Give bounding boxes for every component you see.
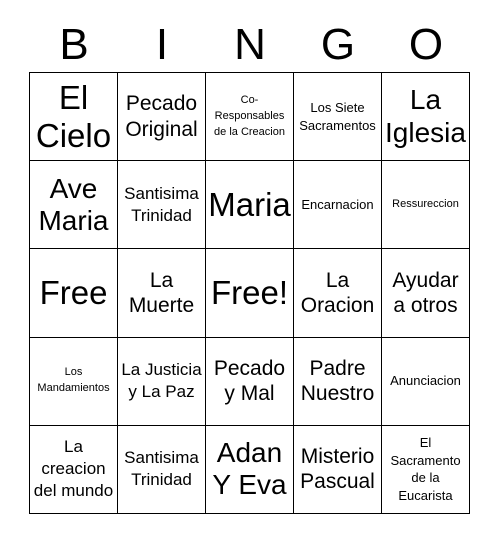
- header-letter-n: N: [234, 20, 266, 69]
- bingo-cell[interactable]: La Muerte: [118, 249, 206, 337]
- bingo-cell[interactable]: Ave Maria: [30, 161, 118, 249]
- header-letter-o: O: [408, 20, 444, 69]
- bingo-cell[interactable]: La Iglesia: [382, 73, 470, 161]
- bingo-cell[interactable]: Padre Nuestro: [294, 338, 382, 426]
- bingo-cell[interactable]: Santisima Trinidad: [118, 161, 206, 249]
- header-letter-g: G: [320, 20, 356, 69]
- bingo-cell[interactable]: Los Mandamientos: [30, 338, 118, 426]
- bingo-cell[interactable]: Co-Responsables de la Creacion: [206, 73, 294, 161]
- bingo-cell[interactable]: La creacion del mundo: [30, 426, 118, 514]
- bingo-cell[interactable]: Adan Y Eva: [206, 426, 294, 514]
- bingo-cell[interactable]: Misterio Pascual: [294, 426, 382, 514]
- bingo-cell[interactable]: Santisima Trinidad: [118, 426, 206, 514]
- bingo-cell[interactable]: Los Siete Sacramentos: [294, 73, 382, 161]
- bingo-cell[interactable]: Anunciacion: [382, 338, 470, 426]
- bingo-cell[interactable]: La Justicia y La Paz: [118, 338, 206, 426]
- bingo-cell[interactable]: Ayudar a otros: [382, 249, 470, 337]
- bingo-cell[interactable]: Ressureccion: [382, 161, 470, 249]
- bingo-cell[interactable]: Pecado Original: [118, 73, 206, 161]
- header-letter-b: B: [59, 20, 89, 69]
- bingo-cell[interactable]: Maria: [206, 161, 294, 249]
- header-letter-i: I: [155, 20, 169, 69]
- bingo-header: [30, 20, 470, 70]
- bingo-cell[interactable]: Encarnacion: [294, 161, 382, 249]
- bingo-cell-free[interactable]: Free!: [206, 249, 294, 337]
- bingo-card-grid: [29, 72, 470, 514]
- bingo-cell-free[interactable]: Free: [30, 249, 118, 337]
- bingo-cell[interactable]: El Cielo: [30, 73, 118, 161]
- bingo-cell[interactable]: Pecado y Mal: [206, 338, 294, 426]
- bingo-cell[interactable]: El Sacramento de la Eucarista: [382, 426, 470, 514]
- bingo-cell[interactable]: La Oracion: [294, 249, 382, 337]
